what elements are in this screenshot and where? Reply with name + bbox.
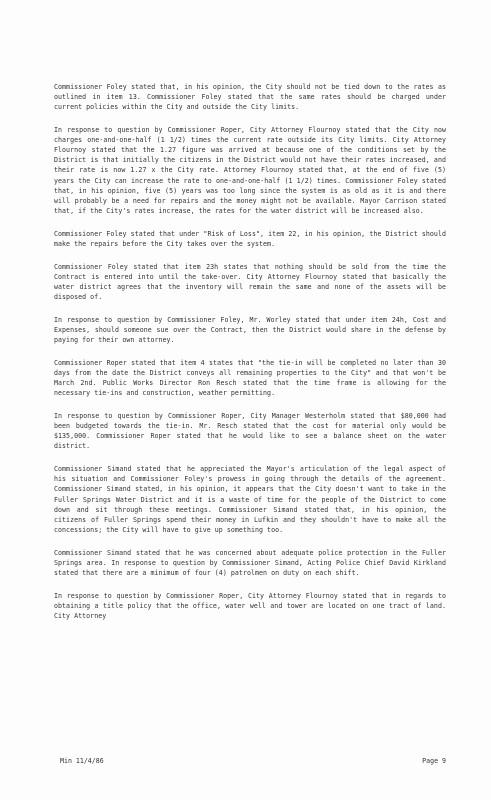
footer-date: Min 11/4/86: [60, 757, 104, 765]
paragraph: In response to question by Commissioner Roper, City Attorney Flournoy stated that the City now charges one-and-one-half (1 1/2) times the current rate outside its City limits. City Attorney Flournoy stated that the 1.27 figure was arrived at because one of the conditions set by the District is that initially the citizens in the District would not have their rates increased, and their rate is now 1.27 x the City rate. Attorney Flournoy stated that, at the end of five (5) years the City can increase the rate to one-and-one-half (1 1/2) times. Commissioner Foley stated that, in his opinion, five (5) years was too long since the system is as old as it is and there will probably be a need for repairs and the money might not be available. Mayor Carrison stated that, if the City's rates increase, the rates for the water district will be increased also.: [54, 126, 446, 215]
paragraph: Commissioner Simand stated that he appreciated the Mayor's articulation of the legal aspect of his situation and Commissioner Foley's prowess in going through the details of the agreement. Commissioner Simand stated, in his opinion, it appears that the City doesn't want to take in the Fuller Springs Water District and it is a waste of time for the people of the District to come down and sit through these meetings. Commissioner Simand stated that, in his opinion, the citizens of Fuller Springs spend their money in Lufkin and they shouldn't have to make all the concessions; the City will have to give up something too.: [54, 465, 446, 534]
paragraph: Commissioner Foley stated that, in his opinion, the City should not be tied down to the rates as outlined in item 13. Commissioner Foley stated that the same rates should be charged under current policies within the City and outside the City limits.: [54, 83, 446, 112]
paragraph: In response to question by Commissioner Roper, City Manager Westerholm stated that $80,000 had been budgeted towards the tie-in. Mr. Resch stated that the cost for material only would be $135,000. Commissioner Roper stated that he would like to see a balance sheet on the water district.: [54, 412, 446, 451]
paragraph: Commissioner Foley stated that item 23h states that nothing should be sold from the time the Contract is entered into until the take-over. City Attorney Flournoy stated that basically the water district agrees that the inventory will remain the same and none of the assets will be disposed of.: [54, 262, 446, 301]
page-number: Page 9: [422, 757, 446, 765]
paragraph: Commissioner Foley stated that under "Risk of Loss", item 22, in his opinion, the District should make the repairs before the City takes over the system.: [54, 229, 446, 248]
paragraph: Commissioner Roper stated that item 4 states that "the tie-in will be completed no later than 30 days from the date the District conveys all remaining properties to the City" and that won't be March 2nd. Public Works Director Ron Resch stated that the time frame is allowing for the necessary tie-ins and construction, weather permitting.: [54, 358, 446, 398]
paragraph: Commissioner Simand stated that he was concerned about adequate police protection in the Fuller Springs area. In response to question by Commissioner Simand, Acting Police Chief David Kirkland stated that there are a minimum of four (4) patrolmen on duty on each shift.: [54, 548, 446, 577]
paragraph: In response to question by Commissioner Roper, City Attorney Flournoy stated that in regards to obtaining a title policy that the office, water well and tower are located on one tract of land. City Attorney: [54, 591, 446, 621]
paragraph: In response to question by Commissioner Foley, Mr. Worley stated that under item 24h, Cost and Expenses, should someone sue over the Contract, then the District would share in the defense by paying for their own attorney.: [54, 315, 446, 345]
minutes-body: [54, 82, 446, 634]
